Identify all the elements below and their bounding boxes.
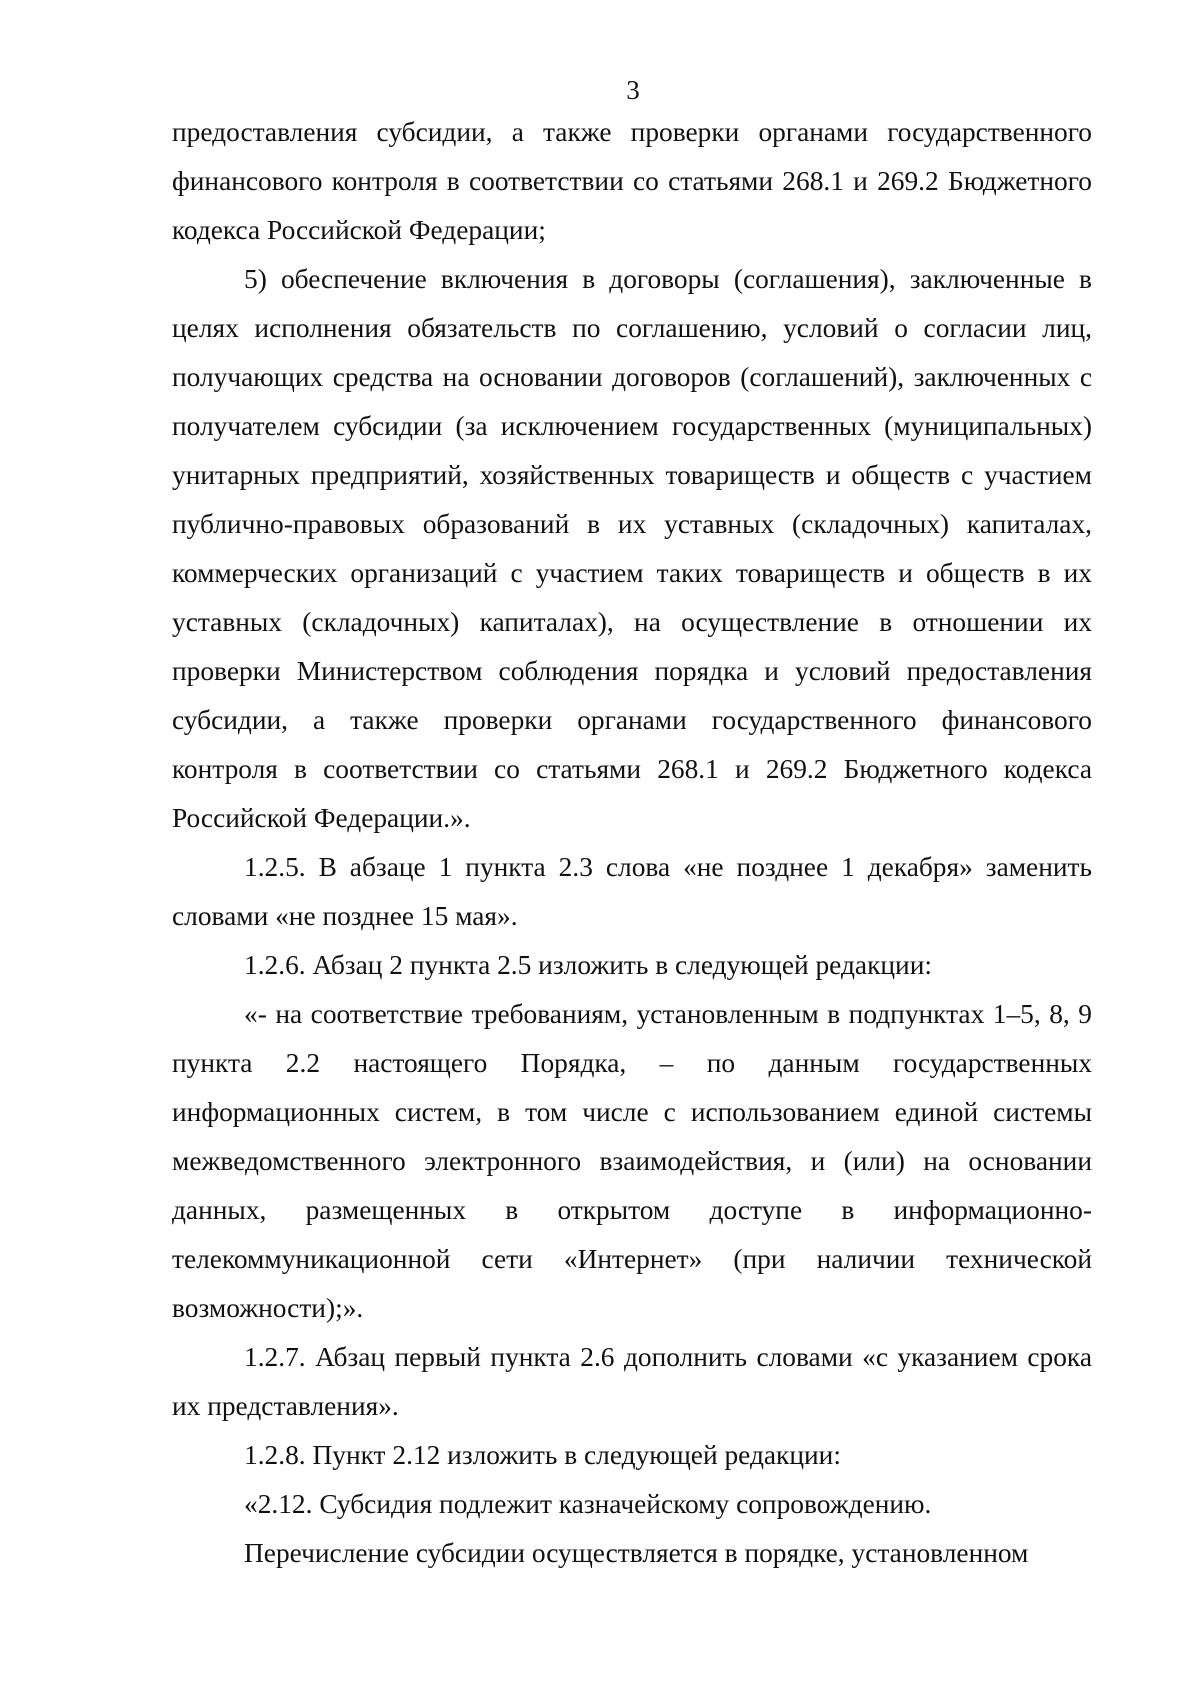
paragraph-2-12: «2.12. Субсидия подлежит казначейскому сопровождению. [244,1489,932,1519]
paragraph-transfer: Перечисление субсидии осуществляется в порядке, установленном [244,1538,1029,1568]
page-number: 3 [626,75,640,105]
paragraph-continuation: предоставления субсидии, а также проверки органами государственного финансового контроля в соответствии со статьями 268.1 и 269.2 Бюджетного кодекса Российской Федерации; [172,117,1092,245]
document-body [172,108,1092,1578]
paragraph-1-2-5: 1.2.5. В абзаце 1 пункта 2.3 слова «не позднее 1 декабря» заменить словами «не позднее 15 мая». [172,852,1092,931]
paragraph-1-2-6: 1.2.6. Абзац 2 пункта 2.5 изложить в следующей редакции: [244,950,932,980]
paragraph-1-2-8: 1.2.8. Пункт 2.12 изложить в следующей редакции: [244,1440,841,1470]
paragraph-1-2-7: 1.2.7. Абзац первый пункта 2.6 дополнить словами «с указанием срока их представления». [172,1342,1092,1421]
paragraph-item-5: 5) обеспечение включения в договоры (соглашения), заключенные в целях исполнения обязательств по соглашению, условий о согласии лиц, получающих средства на основании договоров (соглашений), заключенных с получателем субсидии (за исключением государственных (муниципальных) унитарных предприятий, хозяйственных товариществ и обществ с участием публично-правовых образований в их уставных (складочных) капиталах, коммерческих организаций с участием таких товариществ и обществ в их уставных (складочных) капиталах), на осуществление в отношении их проверки Министерством соблюдения порядка и условий предоставления субсидии, а также проверки органами государственного финансового контроля в соответствии со статьями 268.1 и 269.2 Бюджетного кодекса Российской Федерации.». [172,264,1092,833]
paragraph-quoted-amendment: «- на соответствие требованиям, установленным в подпунктах 1–5, 8, 9 пункта 2.2 настоящего Порядка, – по данным государственных информационных систем, в том числе с использованием единой системы межведомственного электронного взаимодействия, и (или) на основании данных, размещенных в открытом доступе в информационно-телекоммуникационной сети «Интернет» (при наличии технической возможности);». [172,999,1092,1323]
